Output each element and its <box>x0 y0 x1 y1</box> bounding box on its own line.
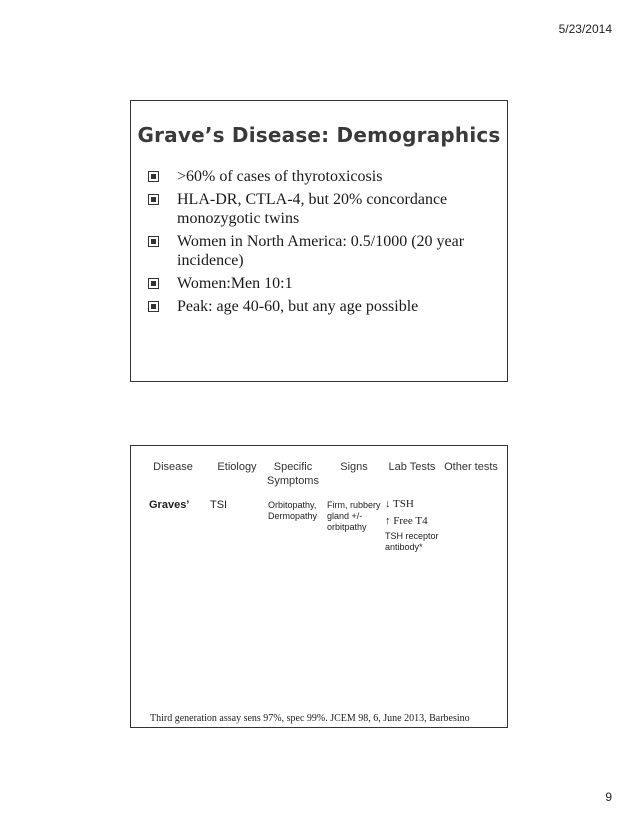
header-other-tests: Other tests <box>444 461 498 473</box>
bullet-text: Women in North America: 0.5/1000 (20 year incidence) <box>177 233 465 269</box>
bullet-list <box>148 167 488 320</box>
cell-etiology: TSI <box>210 499 228 511</box>
comparison-table <box>131 446 507 727</box>
slide-demographics <box>130 100 508 382</box>
bullet-text: HLA-DR, CTLA-4, but 20% concordance monozygotic twins <box>177 191 448 227</box>
bullet-item <box>148 232 488 270</box>
lab-free-t4: ↑ Free T4 <box>385 515 428 527</box>
page-date: 5/23/2014 <box>558 22 612 36</box>
header-etiology: Etiology <box>217 461 257 473</box>
header-lab-tests: Lab Tests <box>388 461 436 473</box>
bullet-item <box>148 274 488 293</box>
header-specific-symptoms: Specific Symptoms <box>267 461 319 487</box>
footnote: Third generation assay sens 97%, spec 99%. JCEM 98, 6, June 2013, Barbesino <box>150 713 470 724</box>
header-signs: Signs <box>340 461 368 473</box>
bullet-text: Women:Men 10:1 <box>177 275 293 292</box>
boxed-bullet-icon <box>148 301 159 312</box>
bullet-item <box>148 167 488 186</box>
bullet-item <box>148 190 488 228</box>
boxed-bullet-icon <box>148 236 159 247</box>
lab-tsh: ↓ TSH <box>385 498 414 510</box>
page-number: 9 <box>605 790 612 804</box>
header-disease: Disease <box>153 461 193 473</box>
bullet-text: Peak: age 40-60, but any age possible <box>177 298 419 315</box>
slide-title: Grave’s Disease: Demographics <box>137 123 501 147</box>
bullet-item <box>148 297 488 316</box>
cell-signs: Firm, rubbery gland +/- orbitpathy <box>327 500 381 532</box>
boxed-bullet-icon <box>148 194 159 205</box>
slide-comparison-table <box>130 445 508 728</box>
boxed-bullet-icon <box>148 278 159 289</box>
cell-lab-tests <box>385 498 455 553</box>
cell-specific-symptoms: Orbitopathy, Dermopathy <box>268 500 318 521</box>
cell-disease: Graves’ <box>149 499 190 511</box>
boxed-bullet-icon <box>148 171 159 182</box>
lab-tsh-receptor: TSH receptor antibody* <box>385 531 439 552</box>
bullet-text: >60% of cases of thyrotoxicosis <box>177 168 383 185</box>
